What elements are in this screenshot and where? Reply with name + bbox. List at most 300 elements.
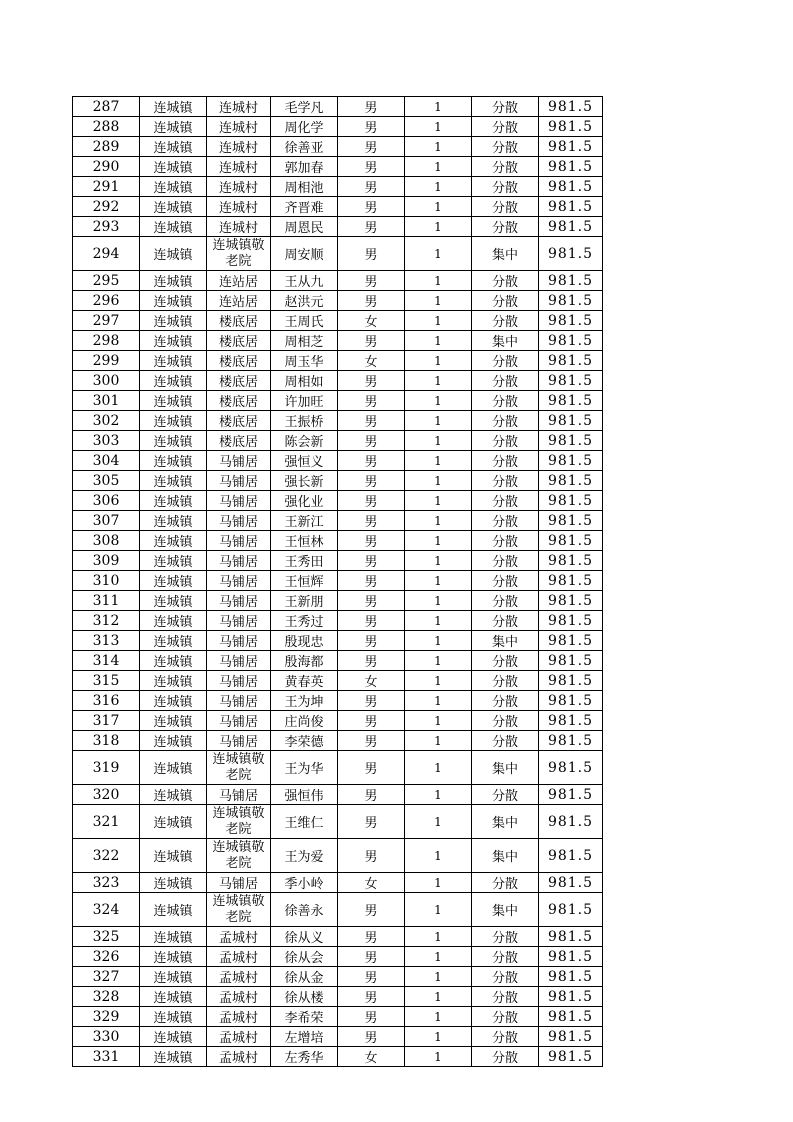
gender-cell: 男 [338, 711, 405, 731]
amount-cell: 981.5 [539, 691, 603, 711]
gender-cell: 男 [338, 1027, 405, 1047]
person-name-cell: 徐从会 [271, 947, 338, 967]
village-cell: 马铺居 [207, 631, 271, 651]
amount-cell: 981.5 [539, 371, 603, 391]
person-name-cell: 周相芝 [271, 331, 338, 351]
amount-cell: 981.5 [539, 893, 603, 927]
table-row [73, 967, 603, 987]
headcount-cell: 1 [405, 987, 472, 1007]
person-name-cell: 王恒林 [271, 531, 338, 551]
town-cell: 连城镇 [140, 671, 207, 691]
table-row [73, 311, 603, 331]
headcount-cell: 1 [405, 711, 472, 731]
table-row [73, 271, 603, 291]
row-number-cell: 325 [73, 927, 140, 947]
person-name-cell: 季小岭 [271, 873, 338, 893]
row-number-cell: 309 [73, 551, 140, 571]
headcount-cell: 1 [405, 631, 472, 651]
support-mode-cell: 分散 [472, 1027, 539, 1047]
town-cell: 连城镇 [140, 217, 207, 237]
support-mode-cell: 分散 [472, 137, 539, 157]
headcount-cell: 1 [405, 531, 472, 551]
amount-cell: 981.5 [539, 671, 603, 691]
amount-cell: 981.5 [539, 471, 603, 491]
headcount-cell: 1 [405, 411, 472, 431]
gender-cell: 男 [338, 217, 405, 237]
row-number-cell: 331 [73, 1047, 140, 1067]
gender-cell: 男 [338, 987, 405, 1007]
amount-cell: 981.5 [539, 711, 603, 731]
amount-cell: 981.5 [539, 391, 603, 411]
village-cell: 连城镇敬老院 [207, 805, 271, 839]
village-cell: 马铺居 [207, 451, 271, 471]
row-number-cell: 297 [73, 311, 140, 331]
row-number-cell: 324 [73, 893, 140, 927]
person-name-cell: 左增培 [271, 1027, 338, 1047]
row-number-cell: 327 [73, 967, 140, 987]
village-cell: 楼底居 [207, 391, 271, 411]
table-row [73, 611, 603, 631]
village-cell: 楼底居 [207, 431, 271, 451]
town-cell: 连城镇 [140, 611, 207, 631]
table-row [73, 551, 603, 571]
row-number-cell: 294 [73, 237, 140, 271]
support-mode-cell: 分散 [472, 967, 539, 987]
headcount-cell: 1 [405, 137, 472, 157]
amount-cell: 981.5 [539, 177, 603, 197]
headcount-cell: 1 [405, 893, 472, 927]
person-name-cell: 王恒辉 [271, 571, 338, 591]
table-row [73, 785, 603, 805]
row-number-cell: 305 [73, 471, 140, 491]
village-cell: 连城村 [207, 157, 271, 177]
gender-cell: 女 [338, 671, 405, 691]
headcount-cell: 1 [405, 311, 472, 331]
gender-cell: 男 [338, 97, 405, 117]
table-body [73, 97, 603, 1067]
gender-cell: 男 [338, 651, 405, 671]
village-cell: 连城镇敬老院 [207, 237, 271, 271]
table-row [73, 137, 603, 157]
headcount-cell: 1 [405, 471, 472, 491]
village-cell: 连城镇敬老院 [207, 839, 271, 873]
village-cell: 马铺居 [207, 651, 271, 671]
town-cell: 连城镇 [140, 805, 207, 839]
support-mode-cell: 分散 [472, 711, 539, 731]
town-cell: 连城镇 [140, 471, 207, 491]
village-cell: 马铺居 [207, 511, 271, 531]
village-cell: 楼底居 [207, 331, 271, 351]
support-mode-cell: 分散 [472, 511, 539, 531]
person-name-cell: 庄尚俊 [271, 711, 338, 731]
headcount-cell: 1 [405, 691, 472, 711]
gender-cell: 男 [338, 551, 405, 571]
headcount-cell: 1 [405, 651, 472, 671]
village-cell: 孟城村 [207, 1047, 271, 1067]
headcount-cell: 1 [405, 271, 472, 291]
village-cell: 孟城村 [207, 927, 271, 947]
person-name-cell: 许加旺 [271, 391, 338, 411]
headcount-cell: 1 [405, 591, 472, 611]
support-mode-cell: 集中 [472, 237, 539, 271]
table-row [73, 391, 603, 411]
town-cell: 连城镇 [140, 1027, 207, 1047]
amount-cell: 981.5 [539, 271, 603, 291]
support-mode-cell: 分散 [472, 431, 539, 451]
amount-cell: 981.5 [539, 873, 603, 893]
town-cell: 连城镇 [140, 311, 207, 331]
amount-cell: 981.5 [539, 1047, 603, 1067]
support-mode-cell: 分散 [472, 217, 539, 237]
row-number-cell: 291 [73, 177, 140, 197]
person-name-cell: 黄春英 [271, 671, 338, 691]
village-cell: 楼底居 [207, 351, 271, 371]
person-name-cell: 王新朋 [271, 591, 338, 611]
person-name-cell: 王为爱 [271, 839, 338, 873]
village-cell: 连城村 [207, 97, 271, 117]
person-name-cell: 陈会新 [271, 431, 338, 451]
row-number-cell: 298 [73, 331, 140, 351]
row-number-cell: 328 [73, 987, 140, 1007]
support-mode-cell: 分散 [472, 927, 539, 947]
person-name-cell: 王为华 [271, 751, 338, 785]
headcount-cell: 1 [405, 371, 472, 391]
person-name-cell: 王新江 [271, 511, 338, 531]
support-mode-cell: 分散 [472, 491, 539, 511]
village-cell: 马铺居 [207, 671, 271, 691]
gender-cell: 男 [338, 157, 405, 177]
headcount-cell: 1 [405, 237, 472, 271]
row-number-cell: 310 [73, 571, 140, 591]
town-cell: 连城镇 [140, 157, 207, 177]
support-mode-cell: 分散 [472, 731, 539, 751]
village-cell: 连城村 [207, 117, 271, 137]
gender-cell: 女 [338, 1047, 405, 1067]
town-cell: 连城镇 [140, 1047, 207, 1067]
person-name-cell: 王为坤 [271, 691, 338, 711]
town-cell: 连城镇 [140, 651, 207, 671]
person-name-cell: 郭加春 [271, 157, 338, 177]
town-cell: 连城镇 [140, 331, 207, 351]
amount-cell: 981.5 [539, 591, 603, 611]
support-mode-cell: 分散 [472, 291, 539, 311]
village-cell: 楼底居 [207, 311, 271, 331]
village-cell: 马铺居 [207, 691, 271, 711]
person-name-cell: 李希荣 [271, 1007, 338, 1027]
table-row [73, 873, 603, 893]
row-number-cell: 296 [73, 291, 140, 311]
amount-cell: 981.5 [539, 331, 603, 351]
row-number-cell: 320 [73, 785, 140, 805]
support-mode-cell: 分散 [472, 611, 539, 631]
town-cell: 连城镇 [140, 751, 207, 785]
row-number-cell: 315 [73, 671, 140, 691]
person-name-cell: 徐从楼 [271, 987, 338, 1007]
headcount-cell: 1 [405, 805, 472, 839]
person-name-cell: 齐晋难 [271, 197, 338, 217]
gender-cell: 男 [338, 947, 405, 967]
town-cell: 连城镇 [140, 1007, 207, 1027]
gender-cell: 男 [338, 451, 405, 471]
headcount-cell: 1 [405, 491, 472, 511]
row-number-cell: 316 [73, 691, 140, 711]
gender-cell: 男 [338, 893, 405, 927]
row-number-cell: 301 [73, 391, 140, 411]
village-cell: 马铺居 [207, 711, 271, 731]
amount-cell: 981.5 [539, 291, 603, 311]
person-name-cell: 李荣德 [271, 731, 338, 751]
headcount-cell: 1 [405, 731, 472, 751]
headcount-cell: 1 [405, 331, 472, 351]
support-mode-cell: 分散 [472, 391, 539, 411]
support-mode-cell: 集中 [472, 805, 539, 839]
support-mode-cell: 分散 [472, 1007, 539, 1027]
amount-cell: 981.5 [539, 967, 603, 987]
village-cell: 马铺居 [207, 491, 271, 511]
amount-cell: 981.5 [539, 117, 603, 137]
town-cell: 连城镇 [140, 731, 207, 751]
village-cell: 马铺居 [207, 731, 271, 751]
row-number-cell: 307 [73, 511, 140, 531]
table-row [73, 1027, 603, 1047]
amount-cell: 981.5 [539, 157, 603, 177]
town-cell: 连城镇 [140, 431, 207, 451]
person-name-cell: 殷现忠 [271, 631, 338, 651]
town-cell: 连城镇 [140, 987, 207, 1007]
person-name-cell: 王周氏 [271, 311, 338, 331]
amount-cell: 981.5 [539, 1027, 603, 1047]
person-name-cell: 王秀田 [271, 551, 338, 571]
amount-cell: 981.5 [539, 451, 603, 471]
town-cell: 连城镇 [140, 117, 207, 137]
amount-cell: 981.5 [539, 137, 603, 157]
support-mode-cell: 分散 [472, 591, 539, 611]
support-mode-cell: 分散 [472, 691, 539, 711]
town-cell: 连城镇 [140, 893, 207, 927]
person-name-cell: 周恩民 [271, 217, 338, 237]
row-number-cell: 330 [73, 1027, 140, 1047]
gender-cell: 男 [338, 1007, 405, 1027]
gender-cell: 男 [338, 967, 405, 987]
headcount-cell: 1 [405, 1027, 472, 1047]
headcount-cell: 1 [405, 177, 472, 197]
town-cell: 连城镇 [140, 927, 207, 947]
support-mode-cell: 分散 [472, 371, 539, 391]
row-number-cell: 295 [73, 271, 140, 291]
support-mode-cell: 分散 [472, 947, 539, 967]
gender-cell: 男 [338, 197, 405, 217]
headcount-cell: 1 [405, 351, 472, 371]
village-cell: 马铺居 [207, 531, 271, 551]
table-row [73, 177, 603, 197]
table-row [73, 157, 603, 177]
town-cell: 连城镇 [140, 551, 207, 571]
person-name-cell: 徐从金 [271, 967, 338, 987]
village-cell: 马铺居 [207, 873, 271, 893]
table-row [73, 351, 603, 371]
support-mode-cell: 分散 [472, 197, 539, 217]
table-row [73, 651, 603, 671]
person-name-cell: 王维仁 [271, 805, 338, 839]
support-mode-cell: 集中 [472, 631, 539, 651]
town-cell: 连城镇 [140, 97, 207, 117]
table-row [73, 631, 603, 651]
headcount-cell: 1 [405, 947, 472, 967]
village-cell: 孟城村 [207, 1027, 271, 1047]
gender-cell: 男 [338, 751, 405, 785]
row-number-cell: 312 [73, 611, 140, 631]
table-row [73, 431, 603, 451]
row-number-cell: 317 [73, 711, 140, 731]
gender-cell: 男 [338, 591, 405, 611]
gender-cell: 男 [338, 271, 405, 291]
table-row [73, 839, 603, 873]
row-number-cell: 313 [73, 631, 140, 651]
table-row [73, 291, 603, 311]
table-row [73, 331, 603, 351]
support-mode-cell: 分散 [472, 351, 539, 371]
town-cell: 连城镇 [140, 711, 207, 731]
person-name-cell: 周相池 [271, 177, 338, 197]
amount-cell: 981.5 [539, 311, 603, 331]
village-cell: 孟城村 [207, 947, 271, 967]
amount-cell: 981.5 [539, 411, 603, 431]
table-row [73, 197, 603, 217]
town-cell: 连城镇 [140, 571, 207, 591]
support-mode-cell: 分散 [472, 311, 539, 331]
gender-cell: 男 [338, 331, 405, 351]
gender-cell: 男 [338, 491, 405, 511]
amount-cell: 981.5 [539, 571, 603, 591]
gender-cell: 男 [338, 839, 405, 873]
town-cell: 连城镇 [140, 873, 207, 893]
town-cell: 连城镇 [140, 237, 207, 271]
headcount-cell: 1 [405, 671, 472, 691]
support-mode-cell: 集中 [472, 893, 539, 927]
support-mode-cell: 分散 [472, 873, 539, 893]
headcount-cell: 1 [405, 571, 472, 591]
support-mode-cell: 分散 [472, 785, 539, 805]
row-number-cell: 290 [73, 157, 140, 177]
headcount-cell: 1 [405, 117, 472, 137]
support-mode-cell: 分散 [472, 451, 539, 471]
person-name-cell: 徐善亚 [271, 137, 338, 157]
table-row [73, 731, 603, 751]
gender-cell: 男 [338, 691, 405, 711]
town-cell: 连城镇 [140, 511, 207, 531]
person-name-cell: 周安顺 [271, 237, 338, 271]
village-cell: 连城村 [207, 197, 271, 217]
amount-cell: 981.5 [539, 431, 603, 451]
amount-cell: 981.5 [539, 987, 603, 1007]
amount-cell: 981.5 [539, 731, 603, 751]
table-row [73, 411, 603, 431]
gender-cell: 男 [338, 117, 405, 137]
amount-cell: 981.5 [539, 927, 603, 947]
town-cell: 连城镇 [140, 411, 207, 431]
headcount-cell: 1 [405, 291, 472, 311]
amount-cell: 981.5 [539, 651, 603, 671]
headcount-cell: 1 [405, 451, 472, 471]
support-mode-cell: 分散 [472, 671, 539, 691]
gender-cell: 男 [338, 291, 405, 311]
village-cell: 孟城村 [207, 1007, 271, 1027]
row-number-cell: 299 [73, 351, 140, 371]
gender-cell: 男 [338, 531, 405, 551]
gender-cell: 男 [338, 391, 405, 411]
village-cell: 马铺居 [207, 471, 271, 491]
table-row [73, 751, 603, 785]
gender-cell: 男 [338, 371, 405, 391]
town-cell: 连城镇 [140, 691, 207, 711]
table-row [73, 491, 603, 511]
amount-cell: 981.5 [539, 97, 603, 117]
town-cell: 连城镇 [140, 271, 207, 291]
gender-cell: 女 [338, 873, 405, 893]
person-name-cell: 强化业 [271, 491, 338, 511]
headcount-cell: 1 [405, 217, 472, 237]
support-mode-cell: 分散 [472, 531, 539, 551]
village-cell: 马铺居 [207, 611, 271, 631]
row-number-cell: 288 [73, 117, 140, 137]
person-name-cell: 强恒伟 [271, 785, 338, 805]
support-mode-cell: 集中 [472, 839, 539, 873]
table-row [73, 571, 603, 591]
town-cell: 连城镇 [140, 177, 207, 197]
support-mode-cell: 分散 [472, 117, 539, 137]
amount-cell: 981.5 [539, 1007, 603, 1027]
village-cell: 连城镇敬老院 [207, 893, 271, 927]
support-mode-cell: 分散 [472, 411, 539, 431]
headcount-cell: 1 [405, 611, 472, 631]
row-number-cell: 329 [73, 1007, 140, 1027]
support-mode-cell: 分散 [472, 157, 539, 177]
support-mode-cell: 分散 [472, 471, 539, 491]
gender-cell: 男 [338, 631, 405, 651]
table-row [73, 217, 603, 237]
gender-cell: 男 [338, 137, 405, 157]
gender-cell: 男 [338, 731, 405, 751]
row-number-cell: 323 [73, 873, 140, 893]
village-cell: 连站居 [207, 271, 271, 291]
amount-cell: 981.5 [539, 491, 603, 511]
amount-cell: 981.5 [539, 751, 603, 785]
row-number-cell: 302 [73, 411, 140, 431]
row-number-cell: 287 [73, 97, 140, 117]
headcount-cell: 1 [405, 551, 472, 571]
amount-cell: 981.5 [539, 611, 603, 631]
town-cell: 连城镇 [140, 291, 207, 311]
town-cell: 连城镇 [140, 371, 207, 391]
support-mode-cell: 集中 [472, 331, 539, 351]
headcount-cell: 1 [405, 1047, 472, 1067]
village-cell: 连城村 [207, 217, 271, 237]
table-row [73, 97, 603, 117]
support-mode-cell: 分散 [472, 987, 539, 1007]
table-row [73, 511, 603, 531]
support-mode-cell: 分散 [472, 271, 539, 291]
headcount-cell: 1 [405, 785, 472, 805]
person-name-cell: 徐从义 [271, 927, 338, 947]
gender-cell: 女 [338, 351, 405, 371]
town-cell: 连城镇 [140, 591, 207, 611]
village-cell: 连城村 [207, 137, 271, 157]
person-name-cell: 毛学凡 [271, 97, 338, 117]
amount-cell: 981.5 [539, 785, 603, 805]
person-name-cell: 周化学 [271, 117, 338, 137]
gender-cell: 男 [338, 785, 405, 805]
row-number-cell: 322 [73, 839, 140, 873]
